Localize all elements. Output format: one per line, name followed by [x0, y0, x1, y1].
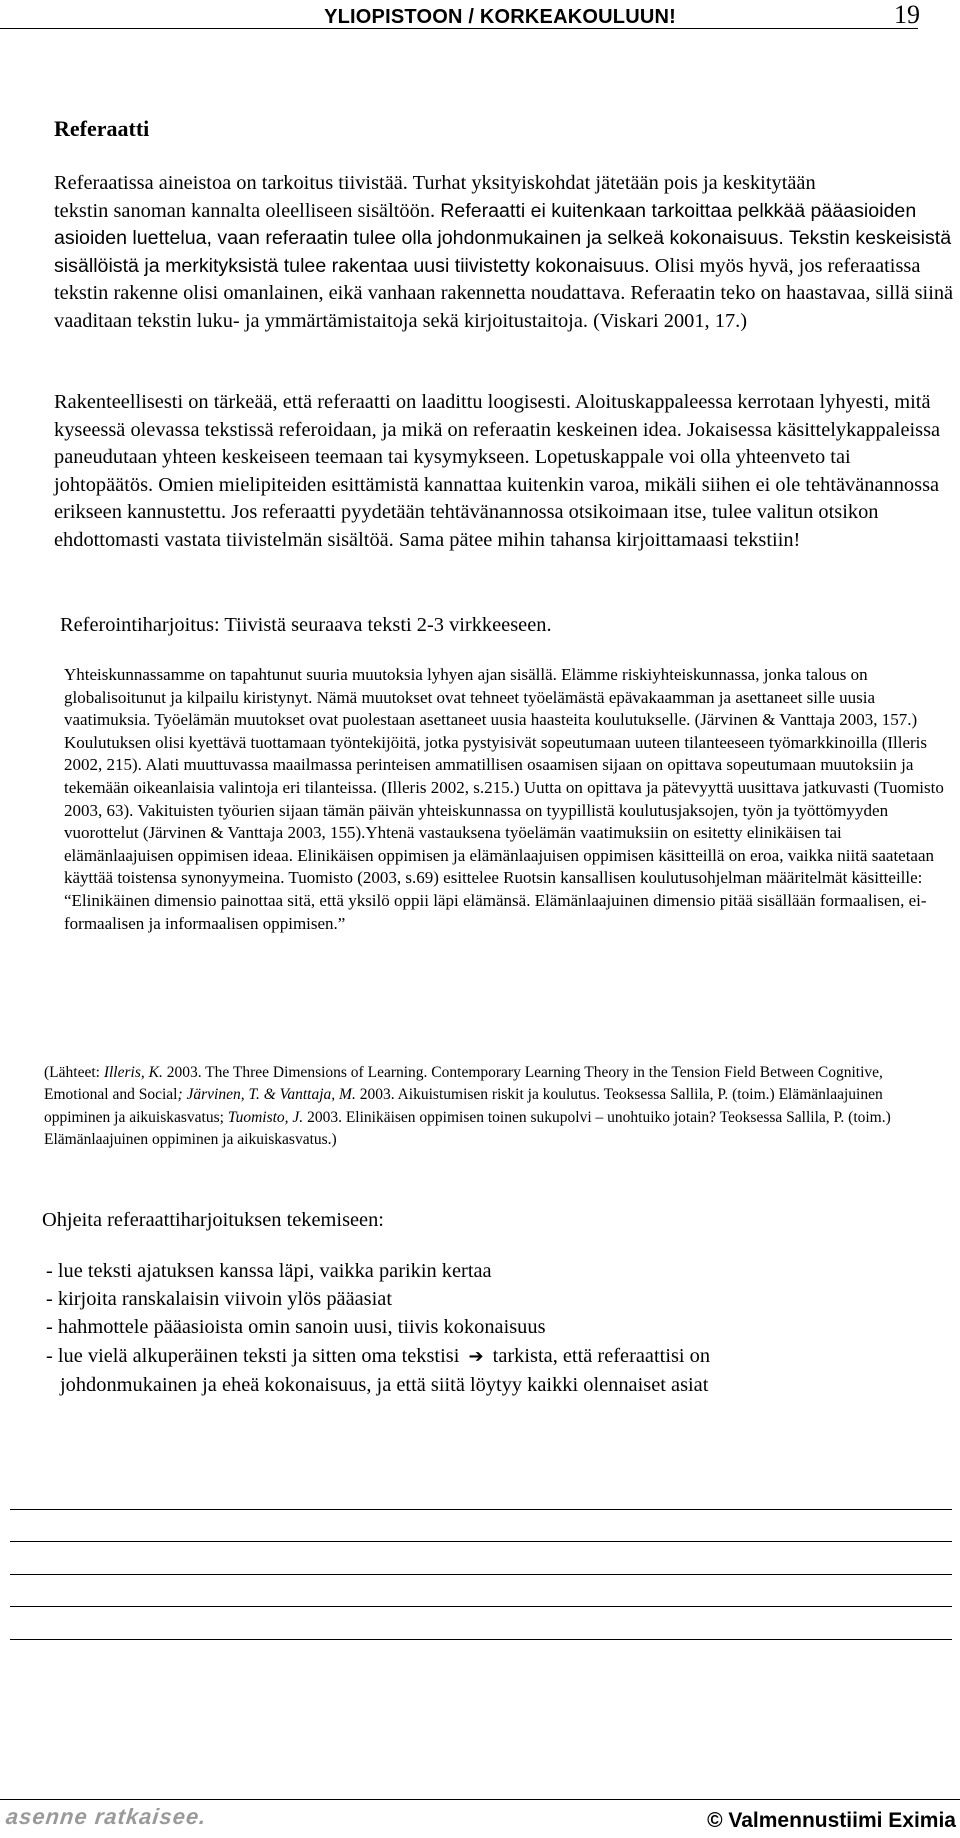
answer-line	[10, 1509, 952, 1510]
page-number: 19	[894, 0, 920, 29]
intro-line-1: Referaatissa aineistoa on tarkoitus tiivistää. Turhat yksityiskohdat jätetään pois ja keskitytään	[54, 172, 816, 194]
source-separator: ;	[177, 1086, 187, 1104]
intro-line-2: tekstin sanoman kannalta oleelliseen sisältöön.	[54, 199, 436, 222]
answer-line	[10, 1574, 952, 1575]
answer-line	[10, 1541, 952, 1542]
list-item-start: - lue vielä alkuperäinen teksti ja sitten oma tekstisi	[46, 1344, 460, 1367]
source-author-2: Järvinen, T. & Vanttaja, M.	[186, 1086, 356, 1104]
exercise-instruction: Referointiharjoitus: Tiivistä seuraava teksti 2-3 virkkeeseen.	[60, 614, 552, 636]
answer-line	[10, 1606, 952, 1607]
footer-brand-logo: asenne ratkaisee.	[4, 1804, 208, 1829]
instructions-title: Ohjeita referaattiharjoituksen tekemiseen:	[42, 1209, 384, 1231]
header-title: YLIOPISTOON / KORKEAKOULUUN!	[324, 6, 676, 28]
source-author-3: Tuomisto, J.	[227, 1108, 304, 1126]
header-rule	[0, 28, 918, 29]
instructions-list	[46, 1257, 926, 1399]
footer-copyright: © Valmennustiimi Eximia	[707, 1809, 956, 1832]
exercise-text: Yhteiskunnassamme on tapahtunut suuria muutoksia lyhyen ajan sisällä. Elämme riskiyhteiskunnassa, jonka talous on globalisoitunut ja kilpailu kiristynyt. Nämä muutokset ovat tehneet työelämästä epävakaamman ja asettaneet sille uusia vaatimuksia. Työelämän muutokset ovat puolestaan asettaneet uusia haasteita koulutukselle. (Järvinen & Vanttaja 2003, 157.) Koulutuksen olisi kyettävä tuottamaan työntekijöitä, jotka pystyisivät sopeutumaan uuteen tilanteeseen työmarkkinoilla (Illeris 2002, 215). Alati muuttuvassa maailmassa perinteisen ammatillisen osaamisen sijaan on opittava sopeutumaan muutoksiin ja tekemään oikeanlaisia valintoja eri tilanteissa. (Illeris 2002, s.215.) Uutta on opittava ja pätevyyttä uusittava jatkuvasti (Tuomisto 2003, 63). Vakituisten työurien sijaan tämän päivän yhteiskunnassa on tyypillistä koulutusjaksojen, työn ja työttömyyden vuorottelut (Järvinen & Vanttaja 2003, 155).Yhtenä vastauksena työelämän vaatimuksiin on esitetty elinikäisen tai elämänlaajuisen oppimisen ideaa. Elinikäisen oppimisen ja elämänlaajuisen oppimisen käsitteillä on eroa, vaikka niitä saatetaan käyttää toistensa synonyymeina. Tuomisto (2003, s.69) esittelee Ruotsin kansallisen koulutusohjelman määritelmät käsitteille: “Elinikäinen dimensio painottaa sitä, että yksilö oppii läpi elämänsä. Elämänlaajuinen dimensio pitää sisällään formaalisen, ei-formaalisen ja informaalisen oppimisen.”	[64, 665, 944, 933]
source-text-3: 2003. Elinikäisen oppimisen toinen sukupolvi – unohtuiko jotain? Teoksessa Sallila, P. (toim.) Elämänlaajuinen oppiminen ja aikuiskasvatus.)	[44, 1108, 891, 1148]
answer-line	[10, 1639, 952, 1640]
list-item: - hahmottele pääasioista omin sanoin uusi, tiivis kokonaisuus	[46, 1316, 546, 1339]
source-author-1: Illeris, K.	[103, 1064, 163, 1081]
intro-paragraph	[54, 170, 954, 336]
sources-paragraph	[44, 1062, 934, 1151]
list-item: - kirjoita ranskalaisin viivoin ylös pääasiat	[46, 1288, 392, 1311]
list-item: - lue teksti ajatuksen kanssa läpi, vaikka parikin kertaa	[46, 1260, 492, 1282]
intro-end-text: Olisi myös hyvä, jos referaatissa tekstin rakenne olisi omanlainen, eikä vanhaan rakennetta noudattava. Referaatin teko on haastavaa, sillä siinä vaaditaan tekstin luku- ja ymmärtämistaitoja sekä kirjoitustaitoja. (Viskari 2001, 17.)	[54, 254, 954, 332]
structure-paragraph: Rakenteellisesti on tärkeää, että referaatti on laadittu loogisesti. Aloituskappaleessa kerrotaan lyhyesti, mitä kyseessä olevassa tekstissä referoidaan, ja mikä on referaatin keskeinen idea. Jokaisessa käsittelykappaleissa paneudutaan yhteen keskeiseen teemaan tai kysymykseen. Lopetuskappale voi olla yhteenveto tai johtopäätös. Omien mielipiteiden esittämistä kannattaa kuitenkin varoa, mikäli siihen ei ole tehtävänannossa erikseen kannustettu. Jos referaatti pyydetään tehtävänannossa otsikoimaan itse, tulee valitun otsikon ehdottomasti vastata tiivistelmän sisältöä. Sama pätee mihin tahansa kirjoittamaasi tekstiin!	[54, 391, 941, 551]
source-text-1: 2003. The Three Dimensions of Learning. Contemporary Learning Theory in the Tension Field Between Cognitive, Emotional and Social	[44, 1064, 883, 1104]
source-text-2: 2003. Aikuistumisen riskit ja koulutus. Teoksessa Sallila, P. (toim.) Elämänlaajuinen oppiminen ja aikuiskasvatus;	[44, 1086, 883, 1126]
list-item-end: tarkista, että referaattisi on	[492, 1344, 711, 1367]
footer-rule	[0, 1799, 960, 1800]
sources-open: (Lähteet:	[44, 1064, 104, 1081]
arrow-right-icon: ➔	[468, 1345, 484, 1367]
list-item	[46, 1342, 926, 1371]
list-item-continuation: johdonmukainen ja eheä kokonaisuus, ja että siitä löytyy kaikki olennaiset asiat	[60, 1373, 709, 1396]
intro-sans-text: Referaatti ei kuitenkaan tarkoittaa pelkkää pääasioiden asioiden luettelua, vaan referaatin tulee olla johdonmukainen ja selkeä kokonaisuus. Tekstin keskeisistä sisällöistä ja merkityksistä tulee rakentaa uusi tiivistetty kokonaisuus.	[54, 199, 952, 277]
section-heading: Referaatti	[54, 116, 150, 141]
